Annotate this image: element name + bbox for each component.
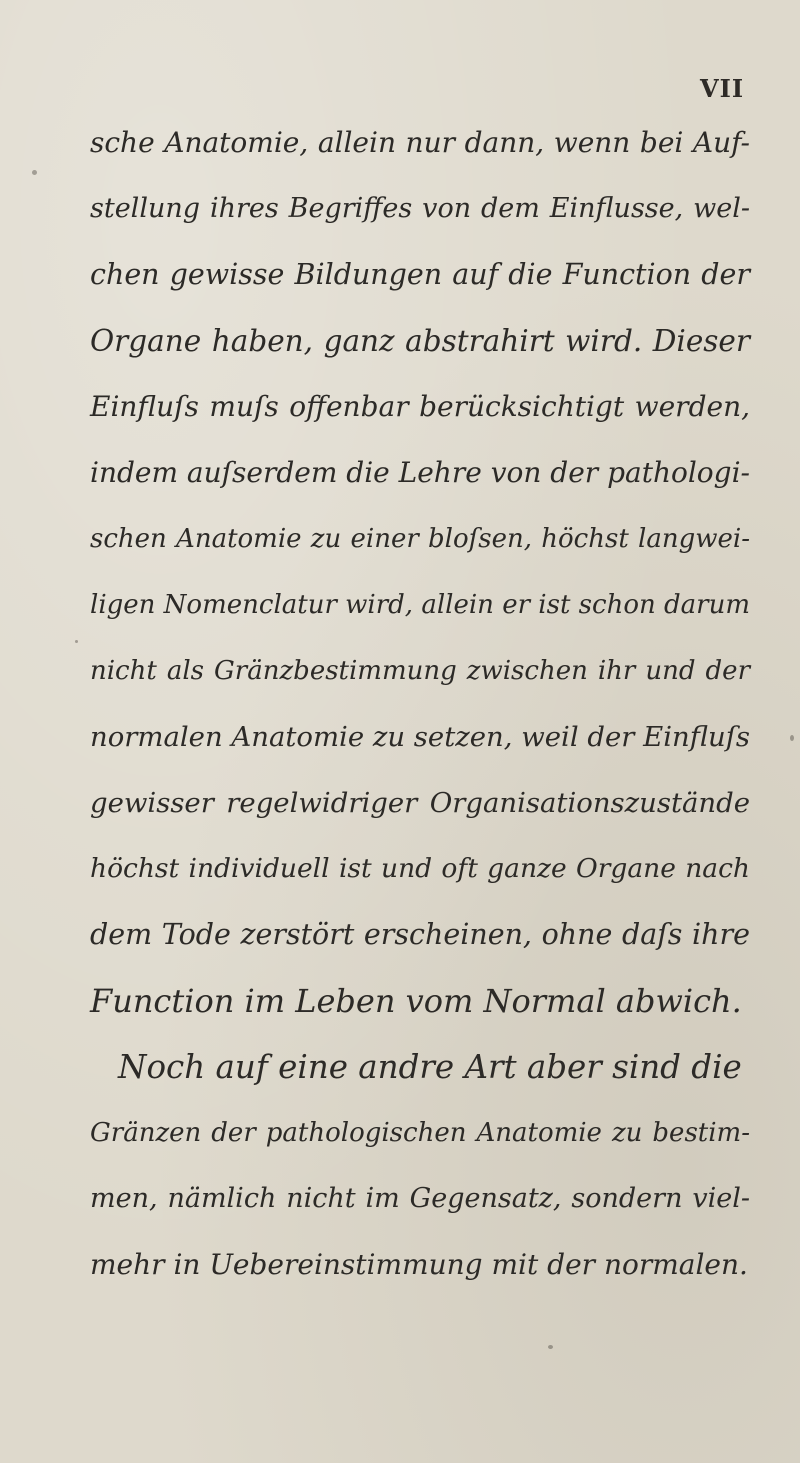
text-line: nicht als Gränzbestimmung zwischen ihr und der — [90, 656, 750, 686]
text-line: sche Anatomie, allein nur dann, wenn bei Auf- — [90, 126, 750, 159]
text-line: schen Anatomie zu einer bloſsen, höchst langwei- — [90, 524, 750, 554]
text-line: dem Tode zerstört erscheinen, ohne daſs ihre — [90, 918, 750, 951]
paper-speck — [790, 735, 794, 741]
text-line: höchst individuell ist und oft ganze Organe nach — [90, 853, 750, 884]
text-line: Noch auf eine andre Art aber sind die — [118, 1048, 742, 1086]
text-line: chen gewisse Bildungen auf die Function der — [90, 258, 750, 291]
text-line: Einfluſs muſs offenbar berücksichtigt werden, — [90, 390, 750, 423]
text-line: stellung ihres Begriffes von dem Einflusse, wel- — [90, 193, 750, 224]
text-line: Gränzen der pathologischen Anatomie zu bestim- — [90, 1118, 750, 1148]
text-line: men, nämlich nicht im Gegensatz, sondern viel- — [90, 1183, 750, 1214]
page-number: VII — [700, 74, 745, 103]
text-line: ligen Nomenclatur wird, allein er ist schon darum — [90, 590, 750, 620]
body-text — [90, 110, 750, 1298]
text-line: normalen Anatomie zu setzen, weil der Einfluſs — [90, 721, 751, 753]
paper-speck — [32, 170, 37, 175]
text-line: gewisser regelwidriger Organisationszustände — [90, 787, 750, 819]
paper-speck — [548, 1345, 553, 1349]
text-line: Organe haben, ganz abstrahirt wird. Dieser — [90, 324, 750, 358]
text-line: mehr in Uebereinstimmung mit der normalen. — [90, 1248, 748, 1281]
text-line: Function im Leben vom Normal abwich. — [90, 982, 742, 1020]
text-line: indem auſserdem die Lehre von der pathologi- — [90, 456, 750, 489]
paper-speck — [75, 640, 78, 643]
